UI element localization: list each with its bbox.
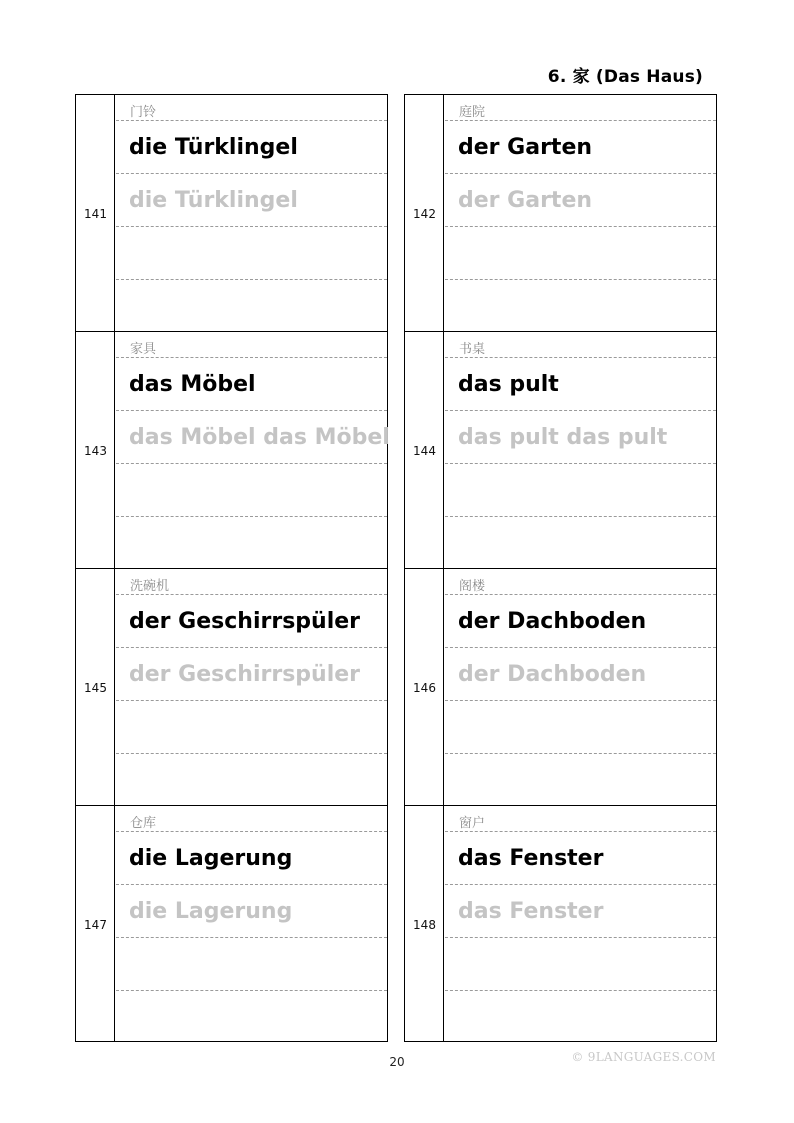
number-cell bbox=[76, 332, 115, 568]
blank-writing-line[interactable] bbox=[116, 991, 387, 1043]
blank-writing-line[interactable] bbox=[116, 701, 387, 754]
writing-rows bbox=[116, 332, 390, 568]
vocab-card bbox=[75, 568, 388, 805]
number-cell bbox=[76, 569, 115, 805]
trace-word: das Fenster bbox=[458, 899, 604, 924]
vocab-card bbox=[75, 331, 388, 568]
blank-writing-line[interactable] bbox=[116, 754, 387, 806]
blank-writing-line[interactable] bbox=[445, 754, 716, 806]
german-word: der Geschirrspüler bbox=[129, 609, 361, 634]
chinese-hint: 仓库 bbox=[130, 816, 157, 831]
chinese-hint: 家具 bbox=[130, 342, 157, 357]
blank-writing-line[interactable] bbox=[445, 280, 716, 332]
card-number: 142 bbox=[413, 207, 436, 221]
number-cell bbox=[405, 332, 444, 568]
trace-word: das Möbel das Möbel bbox=[129, 425, 390, 450]
trace-word: der Dachboden bbox=[458, 662, 647, 687]
trace-word: die Türklingel bbox=[129, 188, 298, 213]
card-number: 146 bbox=[413, 681, 436, 695]
german-word: das Fenster bbox=[458, 846, 604, 871]
german-word: das pult bbox=[458, 372, 559, 397]
number-cell bbox=[76, 806, 115, 1041]
german-word: der Garten bbox=[458, 135, 593, 160]
writing-rows bbox=[445, 332, 716, 568]
chinese-hint: 门铃 bbox=[130, 105, 157, 120]
german-word: die Lagerung bbox=[129, 846, 293, 871]
vocab-card bbox=[75, 805, 388, 1042]
vocab-card bbox=[75, 94, 388, 331]
writing-rows bbox=[116, 95, 387, 331]
chinese-hint: 窗户 bbox=[459, 816, 486, 831]
german-word: der Dachboden bbox=[458, 609, 647, 634]
chinese-hint: 阁楼 bbox=[459, 579, 486, 594]
card-number: 148 bbox=[413, 918, 436, 932]
copyright-watermark: © 9LANGUAGES.COM bbox=[571, 1050, 716, 1064]
card-number: 147 bbox=[84, 918, 107, 932]
writing-rows bbox=[445, 569, 716, 805]
blank-writing-line[interactable] bbox=[116, 280, 387, 332]
blank-writing-line[interactable] bbox=[445, 701, 716, 754]
german-word: das Möbel bbox=[129, 372, 256, 397]
right-column bbox=[404, 94, 717, 1042]
blank-writing-line[interactable] bbox=[445, 938, 716, 991]
german-word: die Türklingel bbox=[129, 135, 298, 160]
blank-writing-line[interactable] bbox=[445, 227, 716, 280]
chinese-hint: 洗碗机 bbox=[130, 579, 170, 594]
card-number: 141 bbox=[84, 207, 107, 221]
blank-writing-line[interactable] bbox=[116, 464, 387, 517]
vocab-card bbox=[404, 568, 717, 805]
number-cell bbox=[405, 95, 444, 331]
blank-writing-line[interactable] bbox=[116, 517, 387, 569]
writing-rows bbox=[116, 806, 387, 1041]
card-number: 145 bbox=[84, 681, 107, 695]
number-cell bbox=[405, 569, 444, 805]
vocab-card bbox=[404, 94, 717, 331]
writing-rows bbox=[445, 95, 716, 331]
left-column bbox=[75, 94, 388, 1042]
trace-word: das pult das pult bbox=[458, 425, 668, 450]
vocab-card bbox=[404, 331, 717, 568]
trace-word: die Lagerung bbox=[129, 899, 293, 924]
card-number: 144 bbox=[413, 444, 436, 458]
chinese-hint: 书桌 bbox=[459, 342, 486, 357]
number-cell bbox=[76, 95, 115, 331]
writing-rows bbox=[116, 569, 387, 805]
blank-writing-line[interactable] bbox=[116, 938, 387, 991]
page-title: 6. 家 (Das Haus) bbox=[547, 67, 703, 87]
page-number: 20 bbox=[389, 1055, 405, 1069]
blank-writing-line[interactable] bbox=[445, 464, 716, 517]
blank-writing-line[interactable] bbox=[445, 517, 716, 569]
trace-word: der Geschirrspüler bbox=[129, 662, 361, 687]
writing-rows bbox=[445, 806, 716, 1041]
chinese-hint: 庭院 bbox=[459, 105, 486, 120]
card-number: 143 bbox=[84, 444, 107, 458]
blank-writing-line[interactable] bbox=[445, 991, 716, 1043]
trace-word: der Garten bbox=[458, 188, 593, 213]
number-cell bbox=[405, 806, 444, 1041]
vocab-card bbox=[404, 805, 717, 1042]
blank-writing-line[interactable] bbox=[116, 227, 387, 280]
